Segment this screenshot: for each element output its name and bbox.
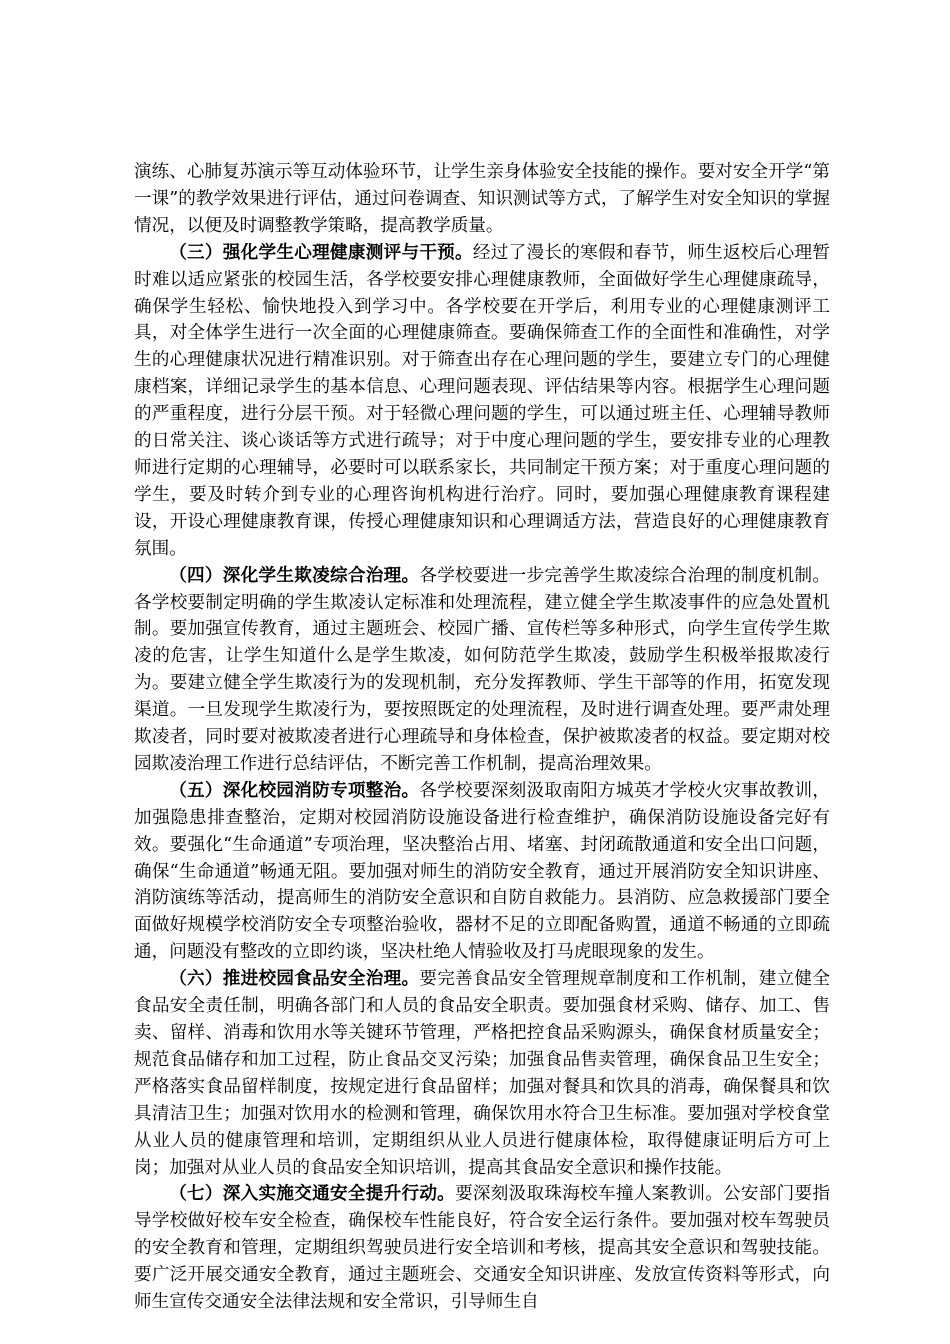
- section-6-body: 要完善食品安全管理规章制度和工作机制，建立健全食品安全责任制，明确各部门和人员的食品安全职责。要加强食材采购、储存、加工、售卖、留样、消毒和饮用水等关键环节管理，严格把控食品采购源头，确保食材质量安全；规范食品储存和加工过程，防止食品交叉污染；加强食品售卖管理，确保食品卫生安全；严格落实食品留样制度，按规定进行食品留样；加强对餐具和饮具的消毒，确保餐具和饮具清洁卫生；加强对饮用水的检测和管理，确保饮用水符合卫生标准。要加强对学校食堂从业人员的健康管理和培训，定期组织从业人员进行健康体检，取得健康证明后方可上岗；加强对从业人员的食品安全知识培训，提高其食品安全意识和操作技能。: [134, 969, 830, 1178]
- section-7-body: 要深刻汲取珠海校车撞人案教训。公安部门要指导学校做好校车安全检查，确保校车性能良好，符合安全运行条件。要加强对校车驾驶员的安全教育和管理，定期组织驾驶员进行安全培训和考核，提高其安全意识和驾驶技能。要广泛开展交通安全教育，通过主题班会、交通安全知识讲座、发放宣传资料等形式，向师生宣传交通安全法律法规和安全常识，引导师生自: [134, 1184, 830, 1313]
- section-5-body: 各学校要深刻汲取南阳方城英才学校火灾事故教训，加强隐患排查整治，定期对校园消防设施设备进行检查维护，确保消防设施设备完好有效。要强化“生命通道”专项治理，坚决整治占用、堵塞、封闭疏散通道和安全出口问题，确保“生命通道”畅通无阻。要加强对师生的消防安全教育，通过开展消防安全知识讲座、消防演练等活动，提高师生的消防安全意识和自防自救能力。县消防、应急救援部门要全面做好规模学校消防安全专项整治验收，器材不足的立即配备购置，通道不畅通的立即疏通，问题没有整改的立即约谈，坚决杜绝人情验收及打马虎眼现象的发生。: [134, 780, 830, 963]
- section-3-paragraph: [134, 240, 830, 563]
- paragraph-body: 演练、心肺复苏演示等互动体验环节，让学生亲身体验安全技能的操作。要对安全开学“第一课”的教学效果进行评估，通过问卷调查、知识测试等方式，了解学生对安全知识的掌握情况，以便及时调整教学策略，提高教学质量。: [134, 162, 830, 236]
- section-6-heading: （六）推进校园食品安全治理。: [169, 968, 420, 990]
- document-page: [134, 159, 830, 1316]
- paragraph-continuation: [134, 159, 830, 240]
- section-6-paragraph: [134, 966, 830, 1181]
- section-7-paragraph: [134, 1181, 830, 1316]
- section-4-body: 各学校要进一步完善学生欺凌综合治理的制度机制。各学校要制定明确的学生欺凌认定标准和处理流程，建立健全学生欺凌事件的应急处置机制。要加强宣传教育，通过主题班会、校园广播、宣传栏等多种形式，向学生宣传学生欺凌的危害，让学生知道什么是学生欺凌，如何防范学生欺凌，鼓励学生积极举报欺凌行为。要建立健全学生欺凌行为的发现机制，充分发挥教师、学生干部等的作用，拓宽发现渠道。一旦发现学生欺凌行为，要按照既定的处理流程，及时进行调查处理。要严肃处理欺凌者，同时要对被欺凌者进行心理疏导和身体检查，保护被欺凌者的权益。要定期对校园欺凌治理工作进行总结评估，不断完善工作机制，提高治理效果。: [134, 565, 830, 774]
- section-3-body: 经过了漫长的寒假和春节，师生返校后心理暂时难以适应紧张的校园生活，各学校要安排心理健康教师，全面做好学生心理健康疏导，确保学生轻松、愉快地投入到学习中。各学校要在开学后，利用专业的心理健康测评工具，对全体学生进行一次全面的心理健康筛查。要确保筛查工作的全面性和准确性，对学生的心理健康状况进行精准识别。对于筛查出存在心理问题的学生，要建立专门的心理健康档案，详细记录学生的基本信息、心理问题表现、评估结果等内容。根据学生心理问题的严重程度，进行分层干预。对于轻微心理问题的学生，可以通过班主任、心理辅导教师的日常关注、谈心谈话等方式进行疏导；对于中度心理问题的学生，要安排专业的心理教师进行定期的心理辅导，必要时可以联系家长，共同制定干预方案；对于重度心理问题的学生，要及时转介到专业的心理咨询机构进行治疗。同时，要加强心理健康教育课程建设，开设心理健康教育课，传授心理健康知识和心理调适方法，营造良好的心理健康教育氛围。: [134, 242, 830, 559]
- section-5-paragraph: [134, 778, 830, 966]
- section-3-heading: （三）强化学生心理健康测评与干预。: [169, 241, 473, 263]
- section-5-heading: （五）深化校园消防专项整治。: [169, 779, 420, 801]
- section-7-heading: （七）深入实施交通安全提升行动。: [169, 1183, 456, 1205]
- section-4-heading: （四）深化学生欺凌综合治理。: [169, 564, 420, 586]
- section-4-paragraph: [134, 563, 830, 778]
